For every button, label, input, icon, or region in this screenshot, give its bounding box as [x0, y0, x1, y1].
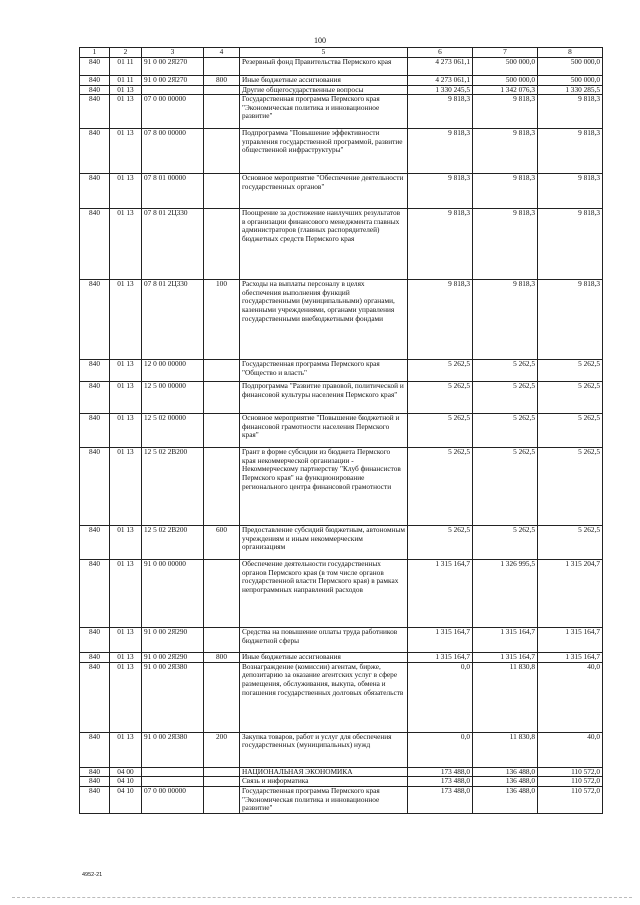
item-name: Средства на повышение оплаты труда работников бюджетной сферы: [240, 628, 408, 653]
section-code: 01 13: [110, 129, 142, 174]
amount-col-6: 1 315 164,7: [408, 653, 473, 663]
amount-col-6: 9 818,3: [408, 209, 473, 280]
section-code: 01 13: [110, 653, 142, 663]
amount-col-8: 110 572,0: [538, 767, 603, 777]
department-code: 840: [80, 662, 110, 732]
item-name: Основное мероприятие "Обеспечение деятельности государственных органов": [240, 174, 408, 209]
item-name: Поощрение за достижение наилучших результатов в организации финансового менеджмента главных администраторов (главных распорядителей) бюджетных средств Пермского края: [240, 209, 408, 280]
item-name: Иные бюджетные ассигнования: [240, 76, 408, 86]
amount-col-8: 5 262,5: [538, 526, 603, 560]
amount-col-6: 173 488,0: [408, 786, 473, 813]
item-name: Государственная программа Пермского края "Экономическая политика и инновационное развитие": [240, 786, 408, 813]
amount-col-6: 5 262,5: [408, 382, 473, 414]
amount-col-7: 9 818,3: [473, 174, 538, 209]
amount-col-7: 5 262,5: [473, 414, 538, 448]
amount-col-6: 1 315 164,7: [408, 560, 473, 628]
amount-col-6: 9 818,3: [408, 95, 473, 129]
page-number: 100: [314, 36, 326, 45]
department-code: 840: [80, 382, 110, 414]
amount-col-6: 9 818,3: [408, 129, 473, 174]
amount-col-7: 1 315 164,7: [473, 653, 538, 663]
amount-col-7: 136 488,0: [473, 786, 538, 813]
department-code: 840: [80, 560, 110, 628]
amount-col-7: 9 818,3: [473, 209, 538, 280]
item-name: Резервный фонд Правительства Пермского края: [240, 58, 408, 76]
department-code: 840: [80, 85, 110, 95]
target-article-code: 12 5 02 2В200: [142, 526, 204, 560]
item-name: Подпрограмма "Развитие правовой, политической и финансовой культуры населения Пермского края": [240, 382, 408, 414]
table-row: [80, 129, 603, 174]
department-code: 840: [80, 628, 110, 653]
amount-col-6: 9 818,3: [408, 174, 473, 209]
target-article-code: 12 5 02 2В200: [142, 448, 204, 526]
section-code: 01 11: [110, 58, 142, 76]
section-code: 01 13: [110, 414, 142, 448]
department-code: 840: [80, 786, 110, 813]
table-row: [80, 732, 603, 767]
expense-type-code: [204, 382, 240, 414]
department-code: 840: [80, 95, 110, 129]
table-header-row: [80, 48, 603, 58]
item-name: Подпрограмма "Повышение эффективности управления государственной программой, развитие общественной инфраструктуры": [240, 129, 408, 174]
table-row: [80, 414, 603, 448]
target-article-code: 91 0 00 2Я270: [142, 76, 204, 86]
target-article-code: 07 8 00 00000: [142, 129, 204, 174]
section-code: 01 13: [110, 360, 142, 382]
amount-col-6: 0,0: [408, 732, 473, 767]
department-code: 840: [80, 360, 110, 382]
target-article-code: 91 0 00 00000: [142, 560, 204, 628]
expense-type-code: [204, 360, 240, 382]
amount-col-8: 1 330 285,5: [538, 85, 603, 95]
table-row: [80, 360, 603, 382]
header-cell: 7: [473, 48, 538, 58]
amount-col-6: 9 818,3: [408, 280, 473, 360]
department-code: 840: [80, 280, 110, 360]
expense-type-code: [204, 448, 240, 526]
item-name: Другие общегосударственные вопросы: [240, 85, 408, 95]
amount-col-8: 5 262,5: [538, 448, 603, 526]
amount-col-8: 9 818,3: [538, 280, 603, 360]
amount-col-6: 4 273 061,1: [408, 76, 473, 86]
header-cell: 3: [142, 48, 204, 58]
amount-col-7: 9 818,3: [473, 280, 538, 360]
amount-col-8: 1 315 164,7: [538, 628, 603, 653]
amount-col-7: 1 326 995,5: [473, 560, 538, 628]
amount-col-7: 9 818,3: [473, 95, 538, 129]
section-code: 04 10: [110, 777, 142, 787]
amount-col-8: 5 262,5: [538, 382, 603, 414]
amount-col-6: 5 262,5: [408, 526, 473, 560]
target-article-code: 07 0 00 00000: [142, 786, 204, 813]
amount-col-7: 500 000,0: [473, 76, 538, 86]
table-row: [80, 448, 603, 526]
amount-col-7: 11 830,8: [473, 662, 538, 732]
section-code: 01 13: [110, 448, 142, 526]
expense-type-code: [204, 786, 240, 813]
expense-type-code: [204, 209, 240, 280]
target-article-code: 91 0 00 2Я380: [142, 662, 204, 732]
expense-type-code: [204, 85, 240, 95]
target-article-code: [142, 85, 204, 95]
item-name: Вознаграждение (комиссии) агентам, бирже, депозитарию за оказание агентских услуг в сфере размещения, обслуживания, выкупа, обмена и погашения государственных долговых обязательств: [240, 662, 408, 732]
amount-col-8: 500 000,0: [538, 76, 603, 86]
section-code: 01 13: [110, 662, 142, 732]
table-row: [80, 526, 603, 560]
expense-type-code: 100: [204, 280, 240, 360]
amount-col-7: 5 262,5: [473, 526, 538, 560]
amount-col-7: 5 262,5: [473, 382, 538, 414]
expense-type-code: 600: [204, 526, 240, 560]
amount-col-7: 5 262,5: [473, 360, 538, 382]
section-code: 01 13: [110, 628, 142, 653]
section-code: 01 13: [110, 209, 142, 280]
target-article-code: 12 5 00 00000: [142, 382, 204, 414]
table-row: [80, 560, 603, 628]
amount-col-7: 1 342 076,3: [473, 85, 538, 95]
item-name: Государственная программа Пермского края "Экономическая политика и инновационное развитие": [240, 95, 408, 129]
expense-type-code: [204, 129, 240, 174]
table-row: [80, 777, 603, 787]
amount-col-7: 5 262,5: [473, 448, 538, 526]
target-article-code: 91 0 00 2Я380: [142, 732, 204, 767]
amount-col-8: 9 818,3: [538, 129, 603, 174]
amount-col-8: 9 818,3: [538, 174, 603, 209]
document-footer-code: 4952-21: [82, 872, 103, 878]
item-name: Иные бюджетные ассигнования: [240, 653, 408, 663]
target-article-code: 07 8 01 2Ц330: [142, 280, 204, 360]
section-code: 04 10: [110, 786, 142, 813]
amount-col-8: 5 262,5: [538, 414, 603, 448]
item-name: Основное мероприятие "Повышение бюджетной и финансовой грамотности населения Пермского края": [240, 414, 408, 448]
table-row: [80, 209, 603, 280]
table-row: [80, 786, 603, 813]
amount-col-8: 1 315 204,7: [538, 560, 603, 628]
item-name: Расходы на выплаты персоналу в целях обеспечения выполнения функций государственными (муниципальными) органами, казенными учреждениями, органами управления государственными внебюджетными фондами: [240, 280, 408, 360]
target-article-code: 91 0 00 2Я290: [142, 653, 204, 663]
target-article-code: 91 0 00 2Я290: [142, 628, 204, 653]
department-code: 840: [80, 448, 110, 526]
amount-col-8: 1 315 164,7: [538, 653, 603, 663]
header-cell: 5: [240, 48, 408, 58]
department-code: 840: [80, 767, 110, 777]
target-article-code: [142, 777, 204, 787]
section-code: 01 13: [110, 732, 142, 767]
target-article-code: 12 5 02 00000: [142, 414, 204, 448]
expense-type-code: [204, 767, 240, 777]
target-article-code: 12 0 00 00000: [142, 360, 204, 382]
header-cell: 4: [204, 48, 240, 58]
amount-col-8: 110 572,0: [538, 777, 603, 787]
department-code: 840: [80, 129, 110, 174]
item-name: Закупка товаров, работ и услуг для обеспечения государственных (муниципальных) нужд: [240, 732, 408, 767]
amount-col-6: 1 315 164,7: [408, 628, 473, 653]
table-row: [80, 76, 603, 86]
amount-col-6: 173 488,0: [408, 777, 473, 787]
amount-col-8: 9 818,3: [538, 209, 603, 280]
table-row: [80, 382, 603, 414]
amount-col-7: 500 000,0: [473, 58, 538, 76]
target-article-code: 91 0 00 2Я270: [142, 58, 204, 76]
amount-col-6: 5 262,5: [408, 414, 473, 448]
header-cell: 6: [408, 48, 473, 58]
department-code: 840: [80, 209, 110, 280]
target-article-code: [142, 767, 204, 777]
section-code: 01 13: [110, 174, 142, 209]
amount-col-6: 5 262,5: [408, 448, 473, 526]
expense-type-code: 800: [204, 653, 240, 663]
table-row: [80, 662, 603, 732]
department-code: 840: [80, 732, 110, 767]
department-code: 840: [80, 58, 110, 76]
item-name: НАЦИОНАЛЬНАЯ ЭКОНОМИКА: [240, 767, 408, 777]
department-code: 840: [80, 777, 110, 787]
table-row: [80, 95, 603, 129]
amount-col-8: 9 818,3: [538, 95, 603, 129]
amount-col-6: 5 262,5: [408, 360, 473, 382]
item-name: Грант в форме субсидии из бюджета Пермского края некоммерческой организации - Некоммерческому партнерству "Клуб финансистов Пермского края" на функционирование регионального центра финансовой грамотности: [240, 448, 408, 526]
section-code: 01 13: [110, 526, 142, 560]
expense-type-code: [204, 560, 240, 628]
department-code: 840: [80, 414, 110, 448]
amount-col-8: 110 572,0: [538, 786, 603, 813]
expense-type-code: 200: [204, 732, 240, 767]
target-article-code: 07 8 01 2Ц330: [142, 209, 204, 280]
department-code: 840: [80, 653, 110, 663]
section-code: 01 13: [110, 382, 142, 414]
table-row: [80, 767, 603, 777]
amount-col-8: 40,0: [538, 732, 603, 767]
amount-col-7: 136 488,0: [473, 767, 538, 777]
table-row: [80, 85, 603, 95]
budget-table: [79, 47, 603, 814]
scan-edge-divider: [12, 897, 632, 898]
header-cell: 2: [110, 48, 142, 58]
header-cell: 8: [538, 48, 603, 58]
table-row: [80, 174, 603, 209]
department-code: 840: [80, 174, 110, 209]
section-code: 01 13: [110, 95, 142, 129]
target-article-code: 07 0 00 00000: [142, 95, 204, 129]
expense-type-code: [204, 58, 240, 76]
amount-col-7: 11 830,8: [473, 732, 538, 767]
amount-col-6: 4 273 061,1: [408, 58, 473, 76]
section-code: 01 13: [110, 85, 142, 95]
table-row: [80, 58, 603, 76]
amount-col-6: 1 330 245,5: [408, 85, 473, 95]
table-row: [80, 628, 603, 653]
section-code: 01 13: [110, 560, 142, 628]
expense-type-code: [204, 95, 240, 129]
department-code: 840: [80, 76, 110, 86]
section-code: 04 00: [110, 767, 142, 777]
section-code: 01 11: [110, 76, 142, 86]
department-code: 840: [80, 526, 110, 560]
expense-type-code: [204, 174, 240, 209]
target-article-code: 07 8 01 00000: [142, 174, 204, 209]
section-code: 01 13: [110, 280, 142, 360]
item-name: Связь и информатика: [240, 777, 408, 787]
expense-type-code: [204, 662, 240, 732]
item-name: Государственная программа Пермского края "Общество и власть": [240, 360, 408, 382]
item-name: Обеспечение деятельности государственных органов Пермского края (в том числе органов государственной власти Пермского края) в рамках непрограммных направлений расходов: [240, 560, 408, 628]
table-row: [80, 653, 603, 663]
amount-col-8: 5 262,5: [538, 360, 603, 382]
amount-col-6: 0,0: [408, 662, 473, 732]
expense-type-code: [204, 777, 240, 787]
amount-col-7: 136 488,0: [473, 777, 538, 787]
amount-col-7: 9 818,3: [473, 129, 538, 174]
amount-col-7: 1 315 164,7: [473, 628, 538, 653]
amount-col-8: 500 000,0: [538, 58, 603, 76]
item-name: Предоставление субсидий бюджетным, автономным учреждениям и иным некоммерческим организациям: [240, 526, 408, 560]
header-cell: 1: [80, 48, 110, 58]
expense-type-code: [204, 628, 240, 653]
amount-col-6: 173 488,0: [408, 767, 473, 777]
amount-col-8: 40,0: [538, 662, 603, 732]
expense-type-code: [204, 414, 240, 448]
table-row: [80, 280, 603, 360]
expense-type-code: 800: [204, 76, 240, 86]
